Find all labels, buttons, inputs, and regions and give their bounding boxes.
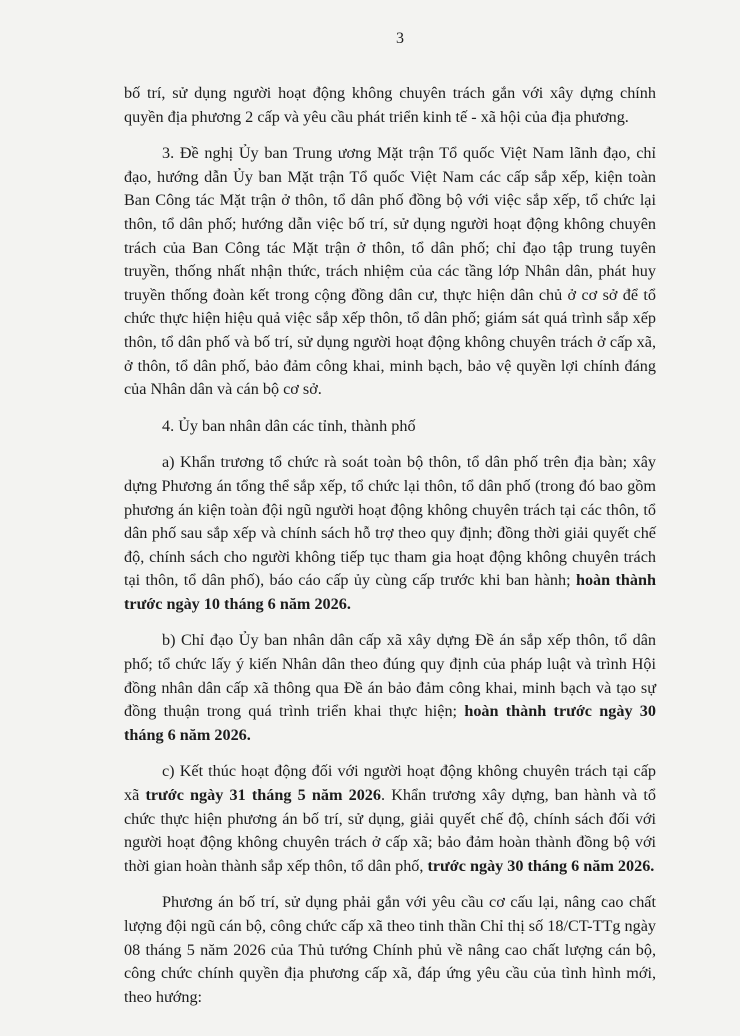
section-4-heading: 4. Ủy ban nhân dân các tỉnh, thành phố <box>162 416 416 435</box>
paragraph-4c-text-2: . Khẩn trương xây dựng, ban hành và tổ chức thực hiện phương án bố trí, sử dụng, giải quyết chế độ, chính sách đối với người hoạt động không chuyên trách ở cấp xã; bảo đảm hoàn thành đồng bộ với thời gian hoàn thành sắp xếp thôn, tổ dân phố, <box>124 786 657 875</box>
paragraph-plan: Phương án bố trí, sử dụng phải gắn với yêu cầu cơ cấu lại, nâng cao chất lượng đội ngũ cán bộ, công chức cấp xã theo tinh thần Chỉ thị số 18/CT-TTg ngày 08 tháng 5 năm 2026 của Thủ tướng Chính phủ về nâng cao chất lượng cán bộ, công chức chính quyền địa phương cấp xã, đáp ứng yêu cầu của tình hình mới, theo hướng: <box>124 893 656 1006</box>
paragraph-4c-text-1: c) Kết thúc hoạt động đối với người hoạt động không chuyên trách tại cấp xã <box>124 762 656 805</box>
paragraph-4c-deadline-2: trước ngày 30 tháng 6 năm 2026. <box>427 856 655 875</box>
paragraph-4a <box>124 451 656 616</box>
paragraph-4a-deadline: hoàn thành trước ngày 10 tháng 6 năm 2026. <box>124 571 656 613</box>
paragraph-4a-text: a) Khẩn trương tổ chức rà soát toàn bộ thôn, tổ dân phố trên địa bàn; xây dựng Phương án tổng thể sắp xếp, tổ chức lại thôn, tổ dân phố (trong đó bao gồm phương án kiện toàn đội ngũ người hoạt động không chuyên trách tại các thôn, tổ dân phố sau sắp xếp và chính sách hỗ trợ theo quy định; đồng thời giải quyết chế độ, chính sách cho người không tiếp tục tham gia hoạt động không chuyên trách tại thôn, tổ dân phố), báo cáo cấp ủy cùng cấp trước khi ban hành; <box>124 453 656 590</box>
paragraph-4c-deadline-1: trước ngày 31 tháng 5 năm 2026 <box>145 786 381 805</box>
paragraph-4b <box>124 629 656 747</box>
page-number: 3 <box>396 30 404 47</box>
paragraph-4b-text: b) Chỉ đạo Ủy ban nhân dân cấp xã xây dựng Đề án sắp xếp thôn, tổ dân phố; tổ chức lấy ý kiến Nhân dân theo đúng quy định của pháp luật và trình Hội đồng nhân dân cấp xã thông qua Đề án bảo đảm công khai, minh bạch và tạo sự đồng thuận trong quá trình triển khai thực hiện; <box>124 631 656 721</box>
paragraph-continuation: bố trí, sử dụng người hoạt động không chuyên trách gắn với xây dựng chính quyền địa phương 2 cấp và yêu cầu phát triển kinh tế - xã hội của địa phương. <box>124 84 656 126</box>
paragraph-section-3: 3. Đề nghị Ủy ban Trung ương Mặt trận Tổ quốc Việt Nam lãnh đạo, chỉ đạo, hướng dẫn Ủy ban Mặt trận Tổ quốc Việt Nam các cấp sắp xếp, kiện toàn Ban Công tác Mặt trận ở thôn, tổ dân phố đồng bộ với việc sắp xếp, tổ chức lại thôn, tổ dân phố; hướng dẫn việc bố trí, sử dụng người hoạt động không chuyên trách của Ban Công tác Mặt trận ở thôn, tổ dân phố; chỉ đạo tập trung tuyên truyền, thống nhất nhận thức, trách nhiệm của các tầng lớp Nhân dân, phát huy truyền thống đoàn kết trong cộng đồng dân cư, thực hiện dân chủ ở cơ sở để tổ chức thực hiện hiệu quả việc sắp xếp thôn, tổ dân phố; giám sát quá trình sắp xếp thôn, tổ dân phố và bố trí, sử dụng người hoạt động không chuyên trách ở cấp xã, ở thôn, tổ dân phố, bảo đảm công khai, minh bạch, bảo vệ quyền lợi chính đáng của Nhân dân và cán bộ cơ sở. <box>124 144 656 399</box>
paragraph-4b-deadline: hoàn thành trước ngày 30 tháng 6 năm 2026. <box>124 702 656 744</box>
paragraph-4c <box>124 760 656 878</box>
